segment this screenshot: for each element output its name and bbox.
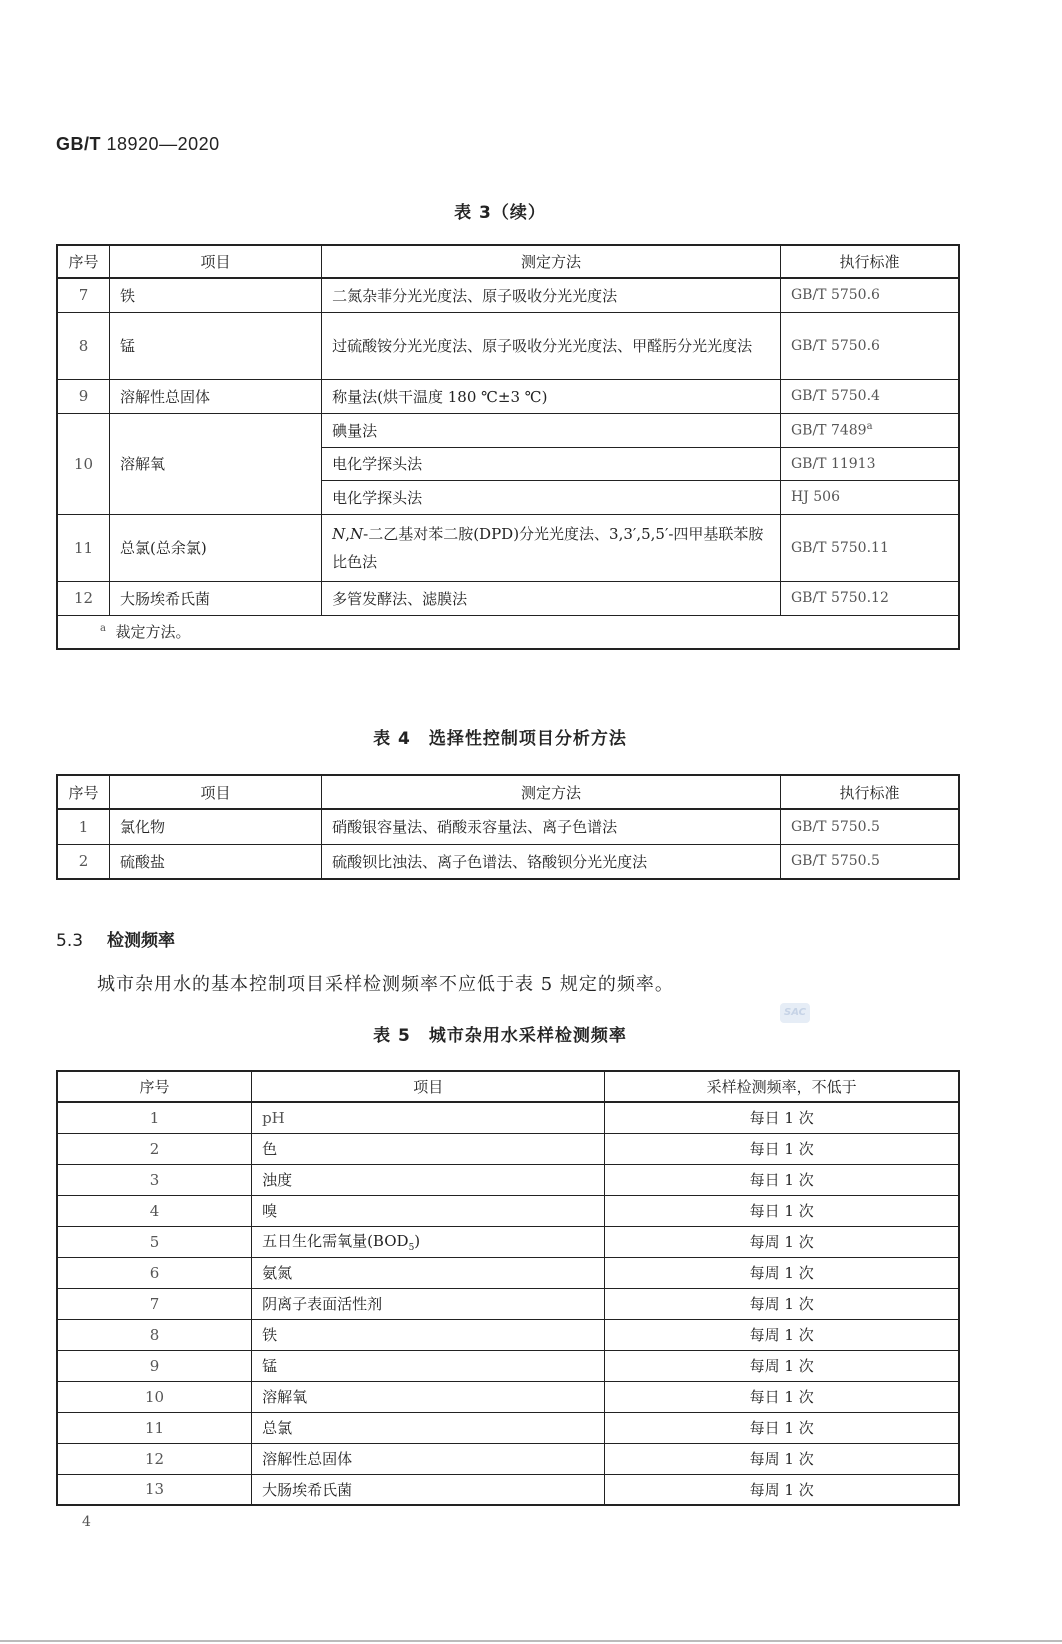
table5-header-no: 序号 <box>57 1071 252 1102</box>
table3-title: 表 3（续） <box>454 203 546 223</box>
row-no: 13 <box>57 1474 252 1505</box>
row-freq: 每周 1 次 <box>605 1443 959 1474</box>
row-no: 1 <box>57 809 110 844</box>
row-item: pH <box>252 1102 605 1133</box>
row-no: 10 <box>57 1381 252 1412</box>
table-row <box>57 278 959 312</box>
table-row <box>57 809 959 844</box>
table3-header-item: 项目 <box>110 245 322 278</box>
row-standard: GB/T 5750.12 <box>780 581 959 615</box>
row-standard: GB/T 5750.6 <box>780 312 959 379</box>
row-freq: 每日 1 次 <box>605 1102 959 1133</box>
row-no: 12 <box>57 581 110 615</box>
page-number: 4 <box>82 1514 91 1530</box>
table-row <box>57 844 959 879</box>
row-item: 硫酸盐 <box>110 844 322 879</box>
table4-header-no: 序号 <box>57 775 110 809</box>
row-item: 嗅 <box>252 1195 605 1226</box>
standard-code-number: 18920—2020 <box>106 134 220 154</box>
row-standard-text: GB/T 7489 <box>790 422 867 439</box>
row-no: 3 <box>57 1164 252 1195</box>
row-item: 溶解性总固体 <box>110 379 322 413</box>
row-item: 溶解性总固体 <box>252 1443 605 1474</box>
row-no: 6 <box>57 1257 252 1288</box>
row-item: 阴离子表面活性剂 <box>252 1288 605 1319</box>
row-method: 电化学探头法 <box>322 480 781 514</box>
row-item: 锰 <box>110 312 322 379</box>
row-item: 氨氮 <box>252 1257 605 1288</box>
row-no: 2 <box>57 844 110 879</box>
row-no: 5 <box>57 1226 252 1257</box>
table-row <box>57 581 959 615</box>
table4-header-item: 项目 <box>110 775 322 809</box>
row-no: 9 <box>57 379 110 413</box>
row-no: 1 <box>57 1102 252 1133</box>
table3-header-no: 序号 <box>57 245 110 278</box>
row-standard: GB/T 5750.11 <box>780 514 959 581</box>
row-item: 总氯(总余氯) <box>110 514 322 581</box>
item-text: 五日生化需氧量(BOD <box>262 1232 409 1250</box>
table5-header-freq: 采样检测频率，不低于 <box>605 1071 959 1102</box>
row-item: 铁 <box>252 1319 605 1350</box>
row-method: 硝酸银容量法、硝酸汞容量法、离子色谱法 <box>322 809 781 844</box>
method-italic-n2: N <box>350 524 364 543</box>
table-footnote-row <box>57 615 959 649</box>
section-number: 5.3 <box>56 931 84 951</box>
standard-code <box>56 134 220 155</box>
row-standard: GB/T 11913 <box>780 447 959 480</box>
row-freq: 每周 1 次 <box>605 1319 959 1350</box>
row-method: 多管发酵法、滤膜法 <box>322 581 781 615</box>
row-no: 8 <box>57 312 110 379</box>
footnote-mark: a <box>100 623 106 635</box>
table-row <box>57 379 959 413</box>
item-end: ) <box>414 1232 421 1250</box>
table-row <box>57 514 959 581</box>
row-item: 氯化物 <box>110 809 322 844</box>
method-sep: , <box>345 524 351 543</box>
row-method: 过硫酸铵分光光度法、原子吸收分光光度法、甲醛肟分光光度法 <box>322 312 781 379</box>
table-row <box>57 1102 959 1133</box>
row-no: 9 <box>57 1350 252 1381</box>
row-item: 铁 <box>110 278 322 312</box>
method-rest: -二乙基对苯二胺(DPD)分光光度法、3,3′,5,5′-四甲基联苯胺比色法 <box>332 524 764 571</box>
row-item: 总氯 <box>252 1412 605 1443</box>
table-row <box>57 1257 959 1288</box>
row-no: 8 <box>57 1319 252 1350</box>
sac-watermark-logo: SAC <box>780 1003 810 1023</box>
row-freq: 每日 1 次 <box>605 1164 959 1195</box>
table-row <box>57 1226 959 1257</box>
row-item: 大肠埃希氏菌 <box>252 1474 605 1505</box>
row-freq: 每日 1 次 <box>605 1381 959 1412</box>
row-no: 11 <box>57 514 110 581</box>
table-row <box>57 1164 959 1195</box>
footnote-text: 裁定方法。 <box>115 623 191 642</box>
table-row <box>57 1474 959 1505</box>
row-item: 溶解氧 <box>110 413 322 514</box>
table4 <box>56 774 960 880</box>
table4-header-method: 测定方法 <box>322 775 781 809</box>
item-subscript: 5 <box>408 1243 415 1253</box>
row-item: 浊度 <box>252 1164 605 1195</box>
body-paragraph: 城市杂用水的基本控制项目采样检测频率不应低于表 5 规定的频率。 <box>97 974 674 995</box>
row-freq: 每日 1 次 <box>605 1195 959 1226</box>
table-row <box>57 1195 959 1226</box>
row-standard: GB/T 5750.5 <box>780 844 959 879</box>
row-no: 4 <box>57 1195 252 1226</box>
standard-code-prefix: GB/T <box>56 134 101 154</box>
row-method <box>322 514 781 581</box>
table-row <box>57 1319 959 1350</box>
table3-footnote <box>57 615 959 649</box>
table-row <box>57 312 959 379</box>
table5-title: 表 5 城市杂用水采样检测频率 <box>373 1026 627 1046</box>
row-freq: 每周 1 次 <box>605 1226 959 1257</box>
row-freq: 每周 1 次 <box>605 1350 959 1381</box>
row-freq: 每周 1 次 <box>605 1474 959 1505</box>
row-standard: GB/T 5750.4 <box>780 379 959 413</box>
table-row <box>57 1412 959 1443</box>
table-row <box>57 1133 959 1164</box>
section-title: 检测频率 <box>107 931 176 951</box>
row-no: 11 <box>57 1412 252 1443</box>
table3-header-standard: 执行标准 <box>780 245 959 278</box>
row-method: 电化学探头法 <box>322 447 781 480</box>
bottom-divider <box>0 1640 1062 1642</box>
table4-title: 表 4 选择性控制项目分析方法 <box>373 729 627 749</box>
row-item: 大肠埃希氏菌 <box>110 581 322 615</box>
row-no: 10 <box>57 413 110 514</box>
row-freq: 每日 1 次 <box>605 1412 959 1443</box>
row-method: 二氮杂菲分光光度法、原子吸收分光光度法 <box>322 278 781 312</box>
row-item: 色 <box>252 1133 605 1164</box>
method-italic-n: N <box>332 524 346 543</box>
row-item: 溶解氧 <box>252 1381 605 1412</box>
row-no: 7 <box>57 1288 252 1319</box>
table3-header-method: 测定方法 <box>322 245 781 278</box>
row-standard: HJ 506 <box>780 480 959 514</box>
row-standard <box>780 413 959 447</box>
table-row <box>57 1350 959 1381</box>
row-freq: 每日 1 次 <box>605 1133 959 1164</box>
row-freq: 每周 1 次 <box>605 1257 959 1288</box>
table-row <box>57 1288 959 1319</box>
row-standard: GB/T 5750.6 <box>780 278 959 312</box>
section-heading <box>56 926 175 951</box>
row-method: 碘量法 <box>322 413 781 447</box>
row-freq: 每周 1 次 <box>605 1288 959 1319</box>
table4-header-standard: 执行标准 <box>780 775 959 809</box>
row-item: 锰 <box>252 1350 605 1381</box>
row-standard: GB/T 5750.5 <box>780 809 959 844</box>
table-row <box>57 413 959 447</box>
row-method: 称量法(烘干温度 180 ℃±3 ℃) <box>322 379 781 413</box>
table3 <box>56 244 960 650</box>
row-no: 7 <box>57 278 110 312</box>
table5-header-item: 项目 <box>252 1071 605 1102</box>
footnote-mark: a <box>866 421 873 433</box>
table5 <box>56 1070 960 1506</box>
table-row <box>57 1381 959 1412</box>
row-no: 2 <box>57 1133 252 1164</box>
table-row <box>57 1443 959 1474</box>
row-method: 硫酸钡比浊法、离子色谱法、铬酸钡分光光度法 <box>322 844 781 879</box>
row-no: 12 <box>57 1443 252 1474</box>
row-item <box>252 1226 605 1257</box>
